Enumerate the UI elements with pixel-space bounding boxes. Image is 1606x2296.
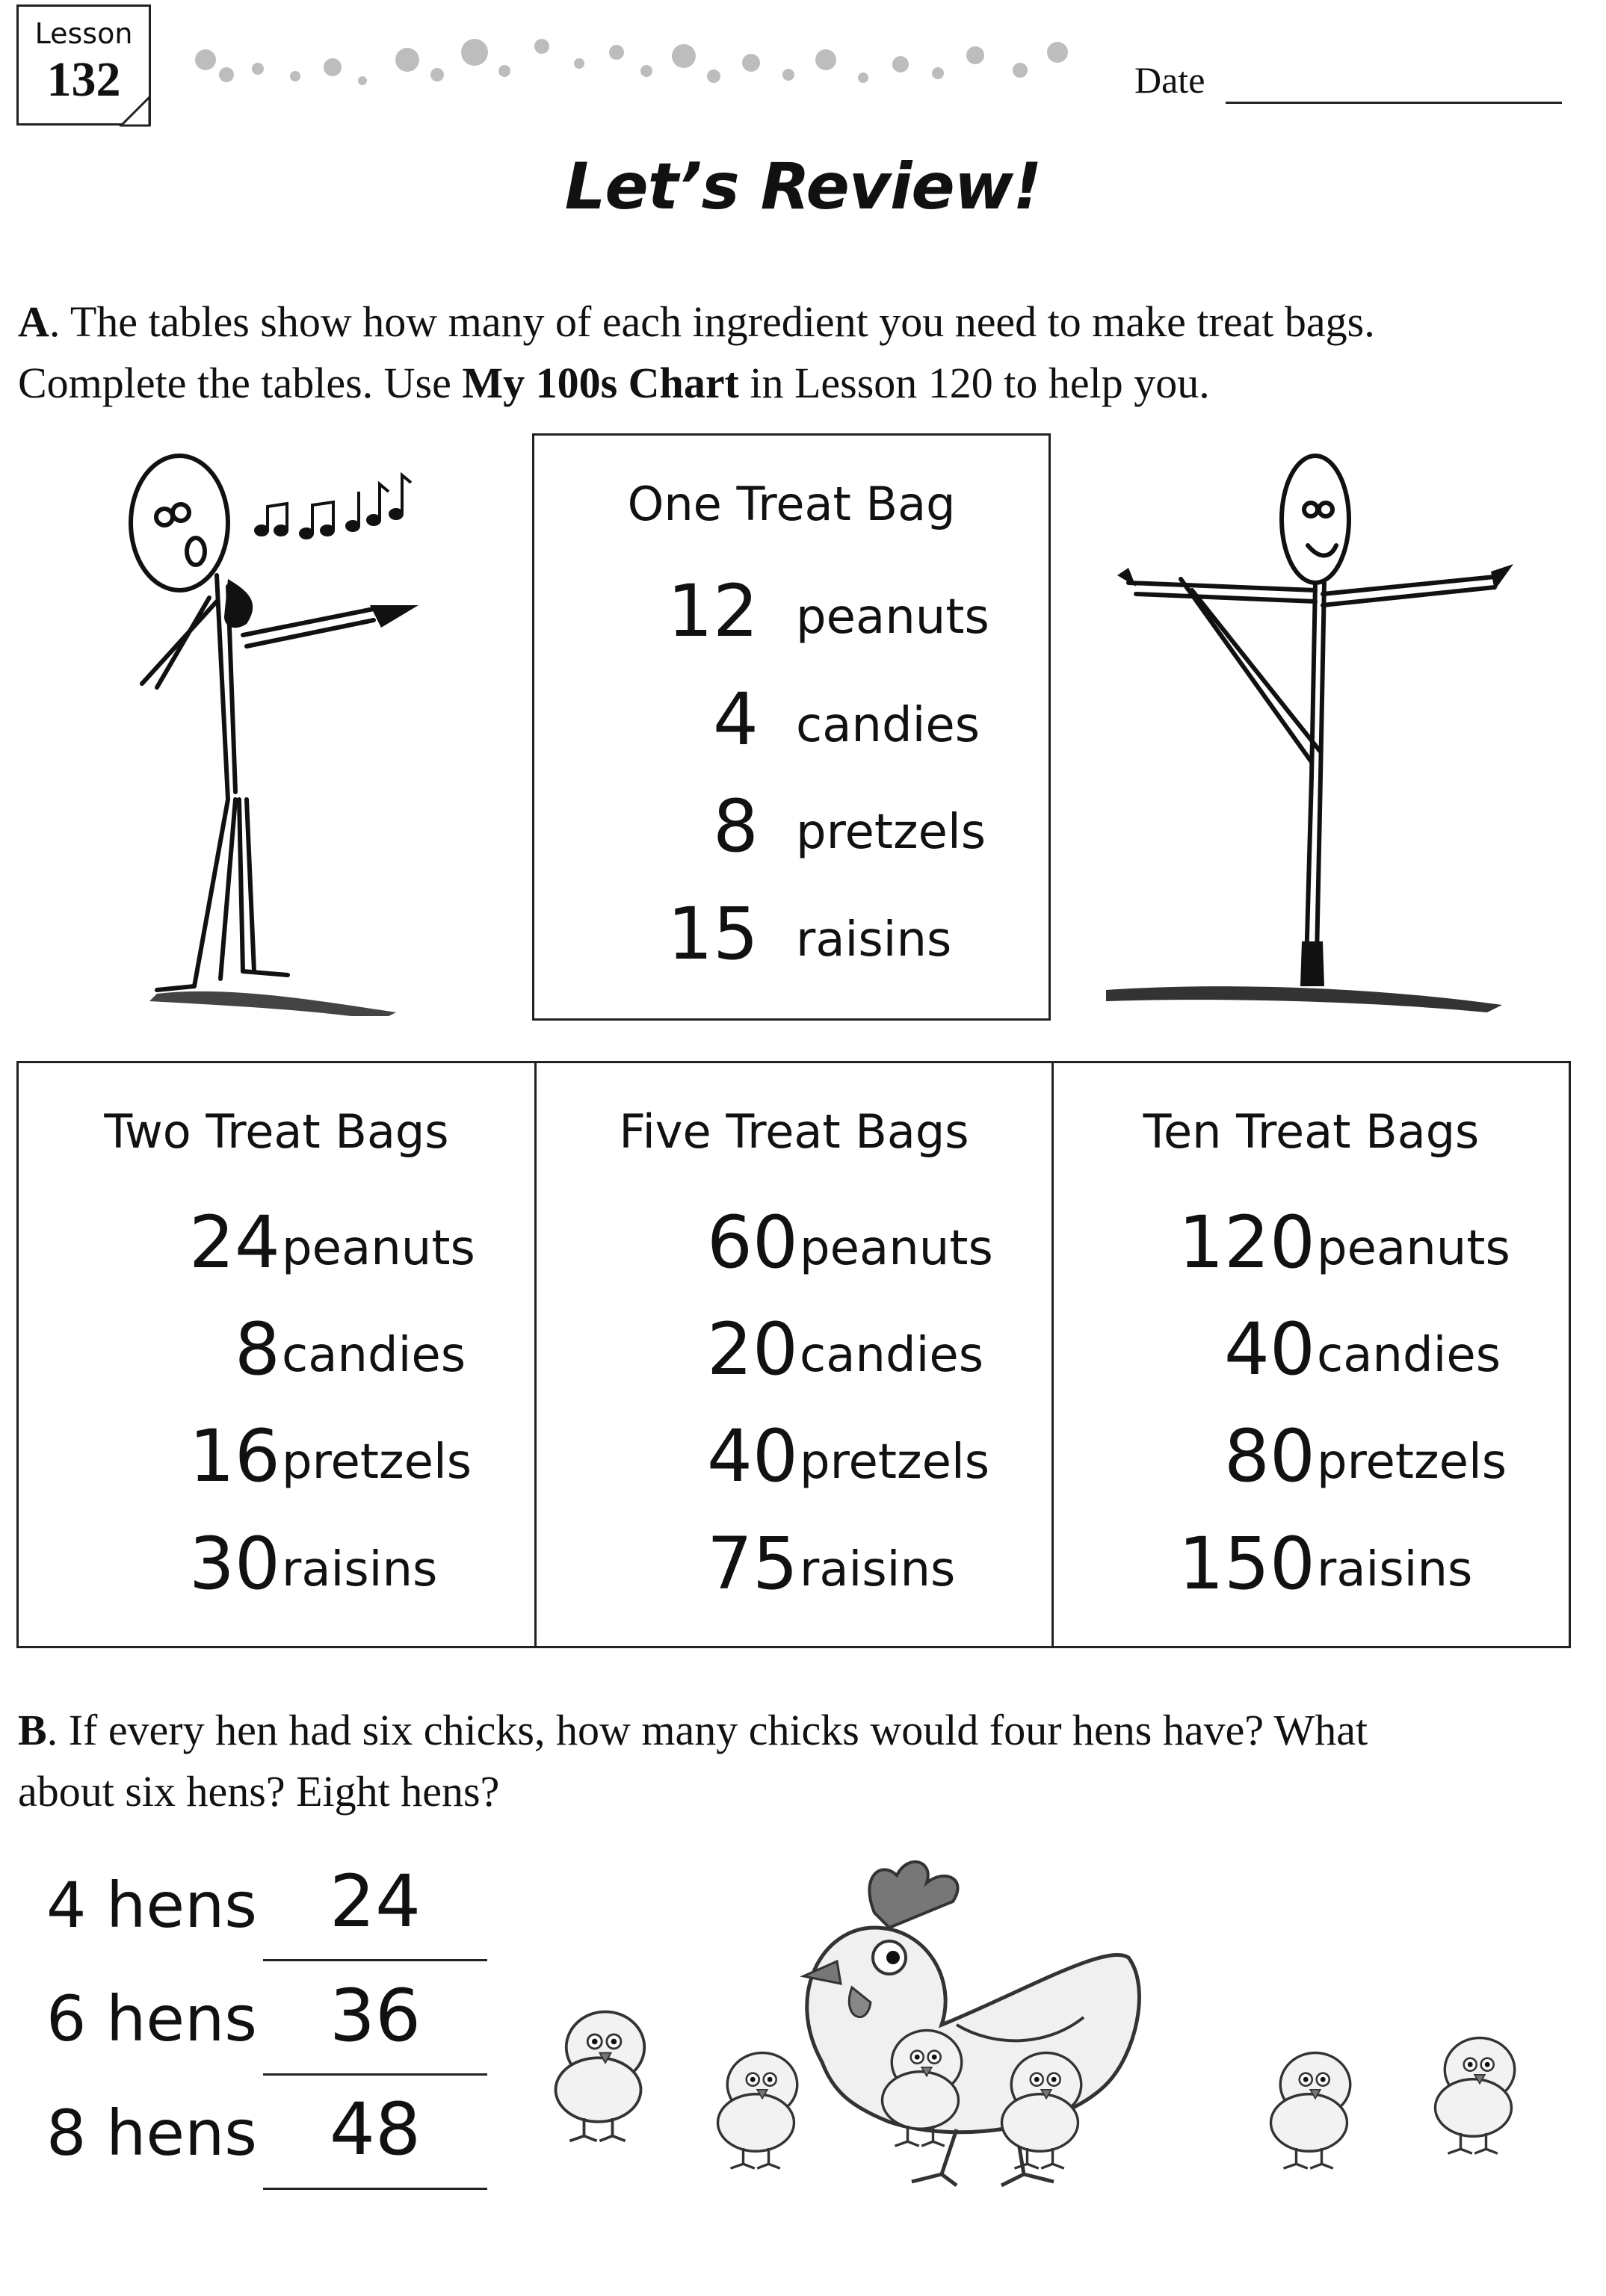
heart-garland-icon bbox=[191, 30, 1087, 112]
section-a-bold-text: My 100s Chart bbox=[462, 359, 739, 407]
music-notes-icon bbox=[247, 462, 426, 551]
quantity[interactable]: 120 bbox=[1178, 1201, 1315, 1284]
section-a-text-1: . The tables show how many of each ingredient you need to make treat bags. bbox=[49, 297, 1375, 346]
dancing-stick-figure-icon bbox=[1106, 448, 1525, 1024]
section-a-text-2: Complete the tables. Use bbox=[18, 359, 463, 407]
ingredient: pretzels bbox=[800, 1435, 990, 1490]
section-b-text-2: about six hens? Eight hens? bbox=[18, 1767, 500, 1816]
table-title: Ten Treat Bags bbox=[1143, 1104, 1480, 1159]
ingredient: raisins bbox=[800, 1542, 956, 1597]
quantity[interactable]: 40 bbox=[706, 1414, 798, 1498]
chick-answer[interactable]: 48 bbox=[329, 2088, 421, 2171]
hen-count-label: 8 hens bbox=[46, 2097, 258, 2170]
ingredient: raisins bbox=[1317, 1542, 1473, 1597]
lesson-label: Lesson bbox=[34, 17, 133, 50]
quantity: 15 bbox=[667, 892, 759, 976]
hen-count-label: 6 hens bbox=[46, 1982, 258, 2055]
quantity[interactable]: 30 bbox=[188, 1522, 280, 1606]
quantity[interactable]: 150 bbox=[1178, 1522, 1315, 1606]
hen-and-chicks-illustration bbox=[538, 1845, 1569, 2189]
quantity[interactable]: 16 bbox=[188, 1414, 280, 1498]
ingredient: candies bbox=[800, 1328, 984, 1383]
quantity[interactable]: 60 bbox=[706, 1201, 798, 1284]
five-treat-bags-table bbox=[534, 1063, 1051, 1646]
quantity[interactable]: 20 bbox=[706, 1308, 798, 1391]
ten-treat-bags-table bbox=[1051, 1063, 1569, 1646]
quantity[interactable]: 75 bbox=[706, 1522, 798, 1606]
quantity[interactable]: 24 bbox=[188, 1201, 280, 1284]
section-a-text-3: in Lesson 120 to help you. bbox=[738, 359, 1210, 407]
treat-bag-tables bbox=[16, 1061, 1571, 1648]
page-fold-icon bbox=[120, 96, 152, 127]
ingredient: pretzels bbox=[282, 1435, 472, 1490]
page-title: Let’s Review! bbox=[564, 149, 1042, 224]
answer-line bbox=[263, 2073, 487, 2076]
ingredient: raisins bbox=[796, 912, 952, 968]
ingredient: peanuts bbox=[282, 1221, 475, 1276]
quantity: 12 bbox=[667, 569, 759, 653]
answer-line bbox=[263, 1959, 487, 1961]
section-a-letter: A bbox=[18, 297, 49, 346]
section-b-text-1: . If every hen had six chicks, how many chicks would four hens have? What bbox=[46, 1706, 1368, 1754]
section-b-instructions bbox=[18, 1700, 1587, 1822]
quantity: 4 bbox=[712, 678, 759, 761]
ingredient: peanuts bbox=[1317, 1221, 1510, 1276]
section-a-instructions bbox=[18, 291, 1587, 414]
date-field[interactable] bbox=[1226, 102, 1562, 104]
section-b-letter: B bbox=[18, 1706, 47, 1754]
ingredient: candies bbox=[1317, 1328, 1501, 1383]
quantity: 8 bbox=[712, 785, 759, 868]
lesson-number: 132 bbox=[46, 52, 121, 107]
quantity[interactable]: 8 bbox=[234, 1308, 280, 1391]
hen-icon bbox=[803, 1862, 1139, 2185]
table-title: One Treat Bag bbox=[627, 477, 956, 531]
chick-answer[interactable]: 24 bbox=[329, 1860, 421, 1943]
ingredient: pretzels bbox=[796, 805, 986, 860]
hen-count-label: 4 hens bbox=[46, 1869, 258, 1942]
one-treat-bag-table bbox=[532, 433, 1051, 1021]
table-title: Two Treat Bags bbox=[104, 1104, 449, 1159]
quantity[interactable]: 80 bbox=[1223, 1414, 1315, 1498]
date-label: Date bbox=[1134, 59, 1205, 101]
two-treat-bags-table bbox=[19, 1063, 534, 1646]
answer-line bbox=[263, 2188, 487, 2190]
ingredient: peanuts bbox=[796, 590, 989, 645]
ingredient: candies bbox=[796, 698, 980, 753]
ingredient: pretzels bbox=[1317, 1435, 1507, 1490]
table-title: Five Treat Bags bbox=[619, 1104, 969, 1159]
chick-answer[interactable]: 36 bbox=[329, 1974, 421, 2058]
ingredient: candies bbox=[282, 1328, 466, 1383]
quantity[interactable]: 40 bbox=[1223, 1308, 1315, 1391]
ingredient: peanuts bbox=[800, 1221, 993, 1276]
ingredient: raisins bbox=[282, 1542, 438, 1597]
